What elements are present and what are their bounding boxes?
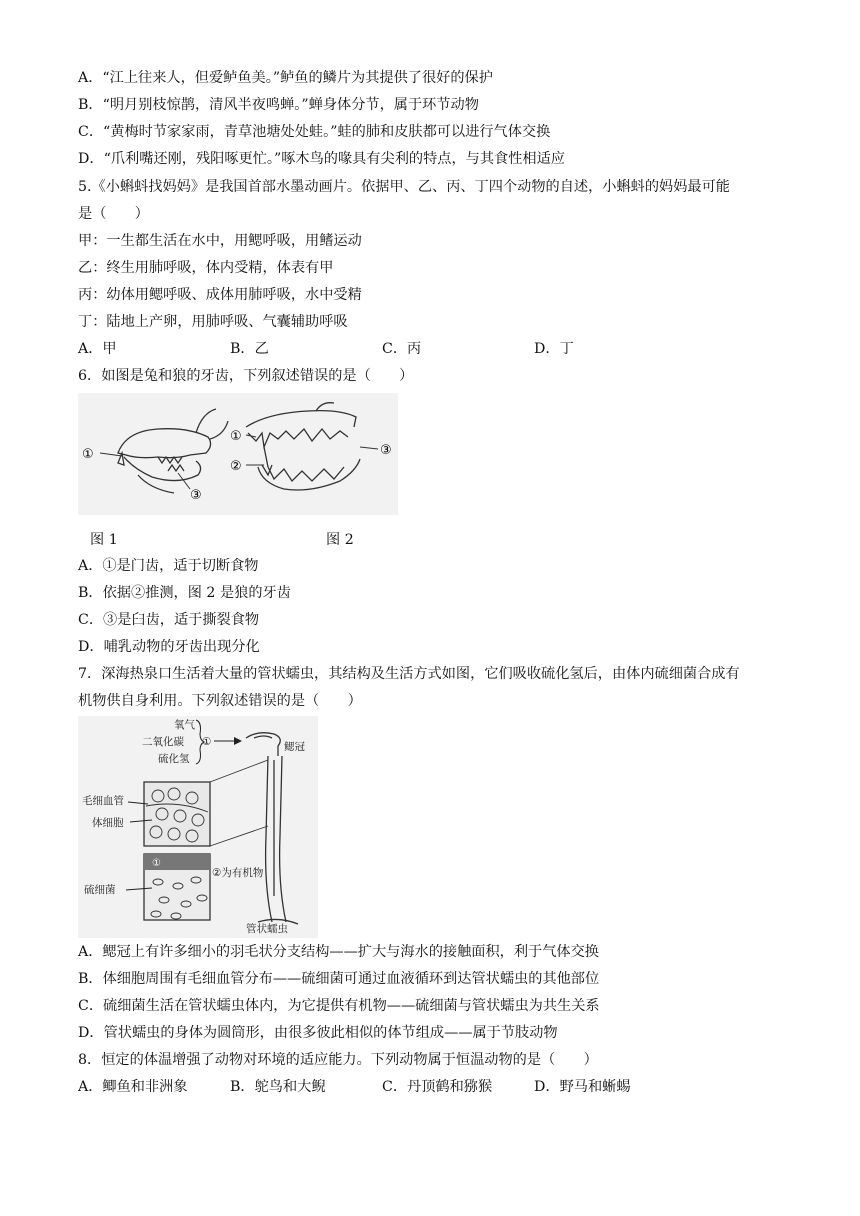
q8-option-a: A．鲫鱼和非洲象 (78, 1079, 188, 1095)
label-oxygen: 氧气 (174, 719, 195, 731)
q7-option-b: B．体细胞周围有毛细血管分布——硫细菌可通过血液循环到达管状蠕虫的其他部位 (78, 971, 600, 987)
teeth-illustration (78, 393, 398, 515)
teeth-figure (78, 393, 398, 515)
q5-option-b: B．乙 (230, 341, 269, 357)
q5-option-a: A．甲 (78, 341, 117, 357)
fig2-mark-2: ② (230, 459, 242, 474)
label-circle-1: ① (202, 736, 212, 748)
label-h2s: 硫化氢 (158, 753, 190, 765)
q7-option-d: D．管状蠕虫的身体为圆筒形，由很多彼此相似的体节组成——属于节肢动物 (78, 1025, 558, 1041)
label-capillary: 毛细血管 (82, 795, 124, 807)
q8-option-c: C．丹顶鹤和猕猴 (382, 1079, 493, 1095)
label-gill-crown: 鳃冠 (284, 741, 305, 753)
q5-stem-line1: 5.《小蝌蚪找妈妈》是我国首部水墨动画片。依据甲、乙、丙、丁四个动物的自述，小蝌蚪的妈妈最可能 (78, 179, 730, 195)
q6-stem: 6．如图是兔和狼的牙齿，下列叙述错误的是（ ） (78, 368, 414, 384)
q6-option-a: A．①是门齿，适于切断食物 (78, 558, 259, 574)
q7-option-c: C．硫细菌生活在管状蠕虫体内，为它提供有机物——硫细菌与管状蠕虫为共生关系 (78, 998, 600, 1014)
wolf-skull-drawing (246, 403, 360, 490)
q5-statement-jia: 甲：一生都生活在水中，用鳃呼吸，用鳍运动 (78, 233, 362, 249)
q7-stem-line2: 机物供自身利用。下列叙述错误的是（ ） (78, 693, 362, 709)
q4-option-d: D．“爪利嘴还刚，残阳啄更忙。”啄木鸟的喙具有尖利的特点，与其食性相适应 (78, 151, 565, 167)
fig2-caption: 图 2 (326, 532, 354, 548)
label-organic: ②为有机物 (212, 867, 264, 879)
q6-option-b: B．依据②推测，图 2 是狼的牙齿 (78, 585, 291, 601)
label-tube-worm: 管状蠕虫 (246, 923, 288, 935)
q6-option-d: D．哺乳动物的牙齿出现分化 (78, 639, 260, 655)
q5-statement-ding: 丁：陆地上产卵，用肺呼吸、气囊辅助呼吸 (78, 314, 348, 330)
label-box-circle-1: ① (152, 858, 161, 869)
q5-stem-line2: 是（ ） (78, 206, 149, 222)
q8-option-d: D．野马和蜥蜴 (534, 1079, 631, 1095)
q8-stem: 8．恒定的体温增强了动物对环境的适应能力。下列动物属于恒温动物的是（ ） (78, 1052, 598, 1068)
q4-option-c: C．“黄梅时节家家雨，青草池塘处处蛙。”蛙的肺和皮肤都可以进行气体交换 (78, 124, 551, 140)
q5-statement-bing: 丙：幼体用鳃呼吸、成体用肺呼吸，水中受精 (78, 287, 362, 303)
fig1-mark-3: ③ (190, 488, 202, 503)
fig2-mark-1: ① (230, 429, 242, 444)
fig1-mark-1: ① (82, 447, 94, 462)
worm-body (246, 733, 298, 924)
label-sulfur-bacteria: 硫细菌 (84, 884, 116, 896)
q8-option-b: B．鸵鸟和大鲵 (230, 1079, 326, 1095)
q7-option-a: A．鳃冠上有许多细小的羽毛状分支结构——扩大与海水的接触面积，利于气体交换 (78, 944, 599, 960)
q6-option-c: C．③是臼齿，适于撕裂食物 (78, 612, 260, 628)
label-co2: 二氧化碳 (142, 736, 184, 748)
label-body-cell: 体细胞 (92, 817, 124, 829)
q7-stem-line1: 7．深海热泉口生活着大量的管状蠕虫，其结构及生活方式如图，它们吸收硫化氢后，由体内硫细菌合成有 (78, 666, 740, 682)
fig2-mark-3: ③ (380, 443, 392, 458)
rabbit-skull-drawing (118, 409, 228, 493)
q5-option-d: D．丁 (534, 341, 574, 357)
q5-statement-yi: 乙：终生用肺呼吸，体内受精，体表有甲 (78, 260, 334, 276)
q4-option-b: B．“明月别枝惊鹊，清风半夜鸣蝉。”蝉身体分节，属于环节动物 (78, 97, 479, 113)
fig1-caption: 图 1 (90, 532, 118, 548)
tube-worm-figure (78, 716, 318, 938)
q5-option-c: C．丙 (382, 341, 422, 357)
tube-worm-illustration (78, 716, 318, 938)
q4-option-a: A．“江上往来人，但爱鲈鱼美。”鲈鱼的鳞片为其提供了很好的保护 (78, 70, 493, 86)
